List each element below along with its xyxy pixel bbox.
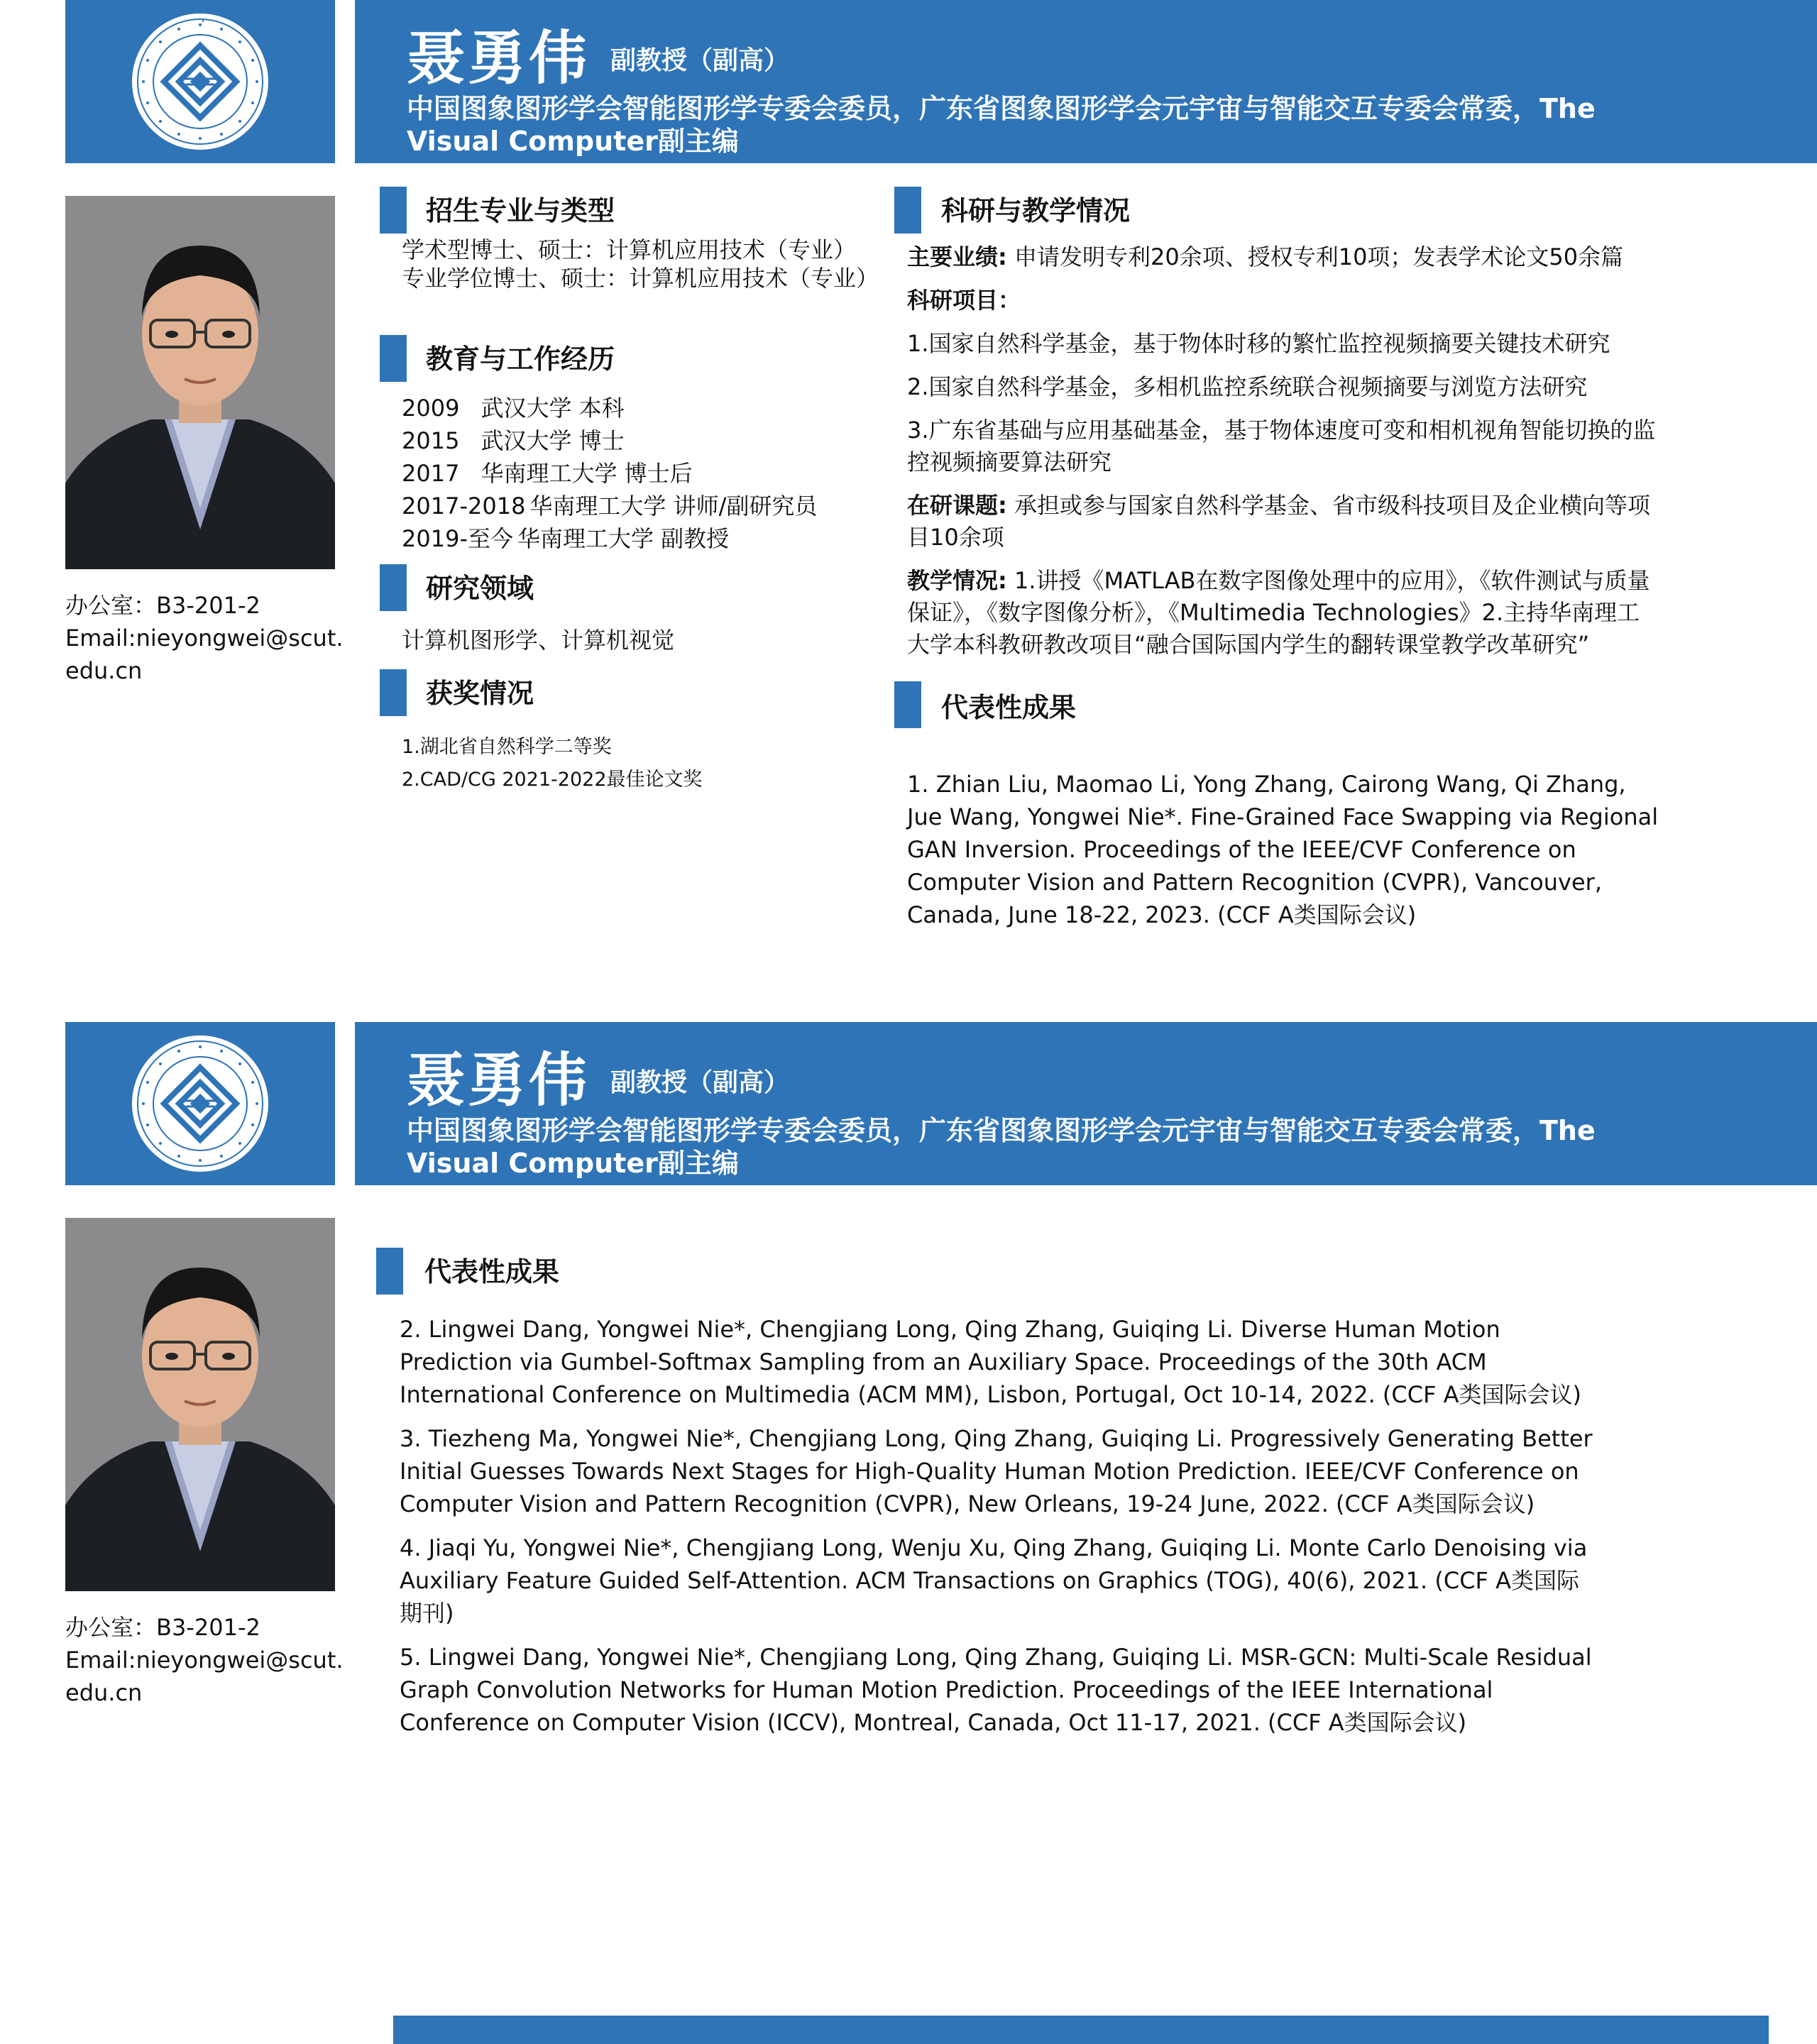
person-rank: 副教授（副高） [610,46,790,75]
section-title-research-teaching: 科研与教学情况 [941,195,1131,226]
school-emblem-icon [129,1033,271,1175]
research-teaching-block [907,241,1659,672]
award-item: 2.CAD/CG 2021-2022最佳论文奖 [402,769,703,791]
section-marker [380,187,407,233]
teaching-label: 教学情况: [907,567,1007,594]
person-duties: 中国图象图形学会智能图形学专委会委员，广东省图象图形学会元宇宙与智能交互专委会常委，The Visual Computer副主编 [407,1115,1596,1179]
project-item: 1.国家自然科学基金，基于物体时移的繁忙监控视频摘要关键技术研究 [907,330,1610,357]
edu-list [402,392,899,555]
office-text: 办公室：B3-201-2 [65,592,260,619]
email-text-line-1: Email:nieyongwei@scut. [65,625,344,652]
logo-panel [65,0,335,163]
ongoing-label: 在研课题: [907,492,1007,519]
person-duties: 中国图象图形学会智能图形学专委会委员，广东省图象图形学会元宇宙与智能交互专委会常委，The Visual Computer副主编 [407,93,1596,157]
edu-year: 2019-至今 [402,525,513,552]
footer-band [393,2016,1769,2044]
publication-item: 1. Zhian Liu, Maomao Li, Yong Zhang, Cairong Wang, Qi Zhang, Jue Wang, Yongwei Nie*. Fine-Grained Face Swapping via Regional GAN Inversion. Proceedings of the IEEE/CVF Conference on Computer Vision and Pattern Recognition (CVPR), Vancouver, Canada, June 18-22, 2023. (CCF A类国际会议) [907,771,1659,928]
enroll-list [402,236,899,292]
edu-row [402,392,899,424]
logo-panel [65,1022,335,1185]
edu-desc: 华南理工大学 博士后 [481,460,693,487]
portrait-photo [65,1218,335,1591]
person-portrait-icon [65,1218,335,1591]
teaching-info [907,565,1659,661]
edu-desc: 武汉大学 本科 [481,395,625,422]
section-title-reps: 代表性成果 [424,1256,560,1287]
header-banner [355,0,1817,163]
edu-desc: 武汉大学 博士 [481,427,625,454]
ongoing-projects [907,490,1659,554]
person-rank: 副教授（副高） [610,1068,790,1097]
section-marker [376,1248,403,1295]
header-banner [355,1022,1817,1185]
office-text: 办公室：B3-201-2 [65,1614,260,1641]
section-title-research-area: 研究领域 [426,573,534,604]
publication-item: 2. Lingwei Dang, Yongwei Nie*, Chengjiang Long, Qing Zhang, Guiqing Li. Diverse Human Motion Prediction via Gumbel-Softmax Sampling from an Auxiliary Space. Proceedings of the 30th ACM International Conference on Multimedia (ACM MM), Lisbon, Portugal, Oct 10-14, 2022. (CCF A类国际会议) [400,1316,1582,1408]
section-title-enroll: 招生专业与类型 [426,195,615,226]
email-text-line-1: Email:nieyongwei@scut. [65,1647,344,1674]
research-area-text: 计算机图形学、计算机视觉 [402,627,675,654]
person-name: 聂勇伟 [407,1047,591,1114]
edu-year: 2009 [402,395,460,422]
publication-item: 3. Tiezheng Ma, Yongwei Nie*, Chengjiang Long, Qing Zhang, Guiqing Li. Progressively Generating Better Initial Guesses Towards Next Stages for High-Quality Human Motion Prediction. IEEE/CVF Conference on Computer Vision and Pattern Recognition (CVPR), New Orleans, 19-24 June, 2022. (CCF A类国际会议) [400,1425,1593,1517]
portrait-photo [65,196,335,569]
main-achievements [907,241,1659,273]
project-item: 2.国家自然科学基金，多相机监控系统联合视频摘要与浏览方法研究 [907,373,1588,400]
project-item: 3.广东省基础与应用基础基金，基于物体速度可变和相机视角智能切换的监控视频摘要算法研究 [907,417,1656,476]
edu-year: 2015 [402,427,460,454]
edu-row [402,457,899,490]
contact-block [65,589,349,687]
awards-list [402,731,899,796]
main-achievements-label: 主要业绩: [907,243,1007,270]
section-marker [894,187,921,233]
main-achievements-text: 申请发明专利20余项、授权专利10项；发表学术论文50余篇 [1006,243,1624,270]
publication-item: 4. Jiaqi Yu, Yongwei Nie*, Chengjiang Long, Wenju Xu, Qing Zhang, Guiqing Li. Monte Carlo Denoising via Auxiliary Feature Guided Self-Attention. ACM Transactions on Graphics (TOG), 40(6), 2021. (CCF A类国际期刊) [400,1534,1588,1627]
edu-row [402,424,899,457]
section-title-awards: 获奖情况 [426,678,534,709]
person-portrait-icon [65,196,335,569]
enroll-line: 学术型博士、硕士：计算机应用技术（专业） [402,236,857,263]
projects-label: 科研项目： [907,287,1021,314]
school-emblem-icon [129,11,271,153]
section-marker [380,669,407,716]
edu-row [402,490,899,522]
reps-list [907,768,1659,931]
section-marker [380,564,407,611]
edu-desc: 华南理工大学 讲师/副研究员 [529,493,818,520]
email-text-line-2: edu.cn [65,1679,143,1706]
section-marker [894,681,921,728]
contact-block [65,1611,349,1709]
section-title-edu: 教育与工作经历 [426,344,615,375]
section-title-reps: 代表性成果 [941,692,1077,723]
edu-year: 2017 [402,460,460,487]
reps-list [400,1313,1599,1750]
enroll-line: 专业学位博士、硕士：计算机应用技术（专业） [402,265,879,292]
teaching-text: 1.讲授《MATLAB在数字图像处理中的应用》，《软件测试与质量保证》，《数字图像分析》，《Multimedia Technologies》2.主持华南理工大学本科教研教改项目“融合国际国内学生的翻转课堂教学改革研究” [907,567,1650,658]
person-name: 聂勇伟 [407,25,591,92]
edu-desc: 华南理工大学 副教授 [517,525,730,552]
email-text-line-2: edu.cn [65,657,143,684]
publication-item: 5. Lingwei Dang, Yongwei Nie*, Chengjiang Long, Qing Zhang, Guiqing Li. MSR-GCN: Multi-Scale Residual Graph Convolution Networks for Human Motion Prediction. Proceedings of the IEEE International Conference on Computer Vision (ICCV), Montreal, Canada, Oct 11-17, 2021. (CCF A类国际会议) [400,1644,1592,1736]
edu-year: 2017-2018 [402,493,526,520]
edu-row [402,522,899,555]
ongoing-text: 承担或参与国家自然科学基金、省市级科技项目及企业横向等项目10余项 [907,492,1650,551]
award-item: 1.湖北省自然科学二等奖 [402,736,612,758]
section-marker [380,335,407,382]
